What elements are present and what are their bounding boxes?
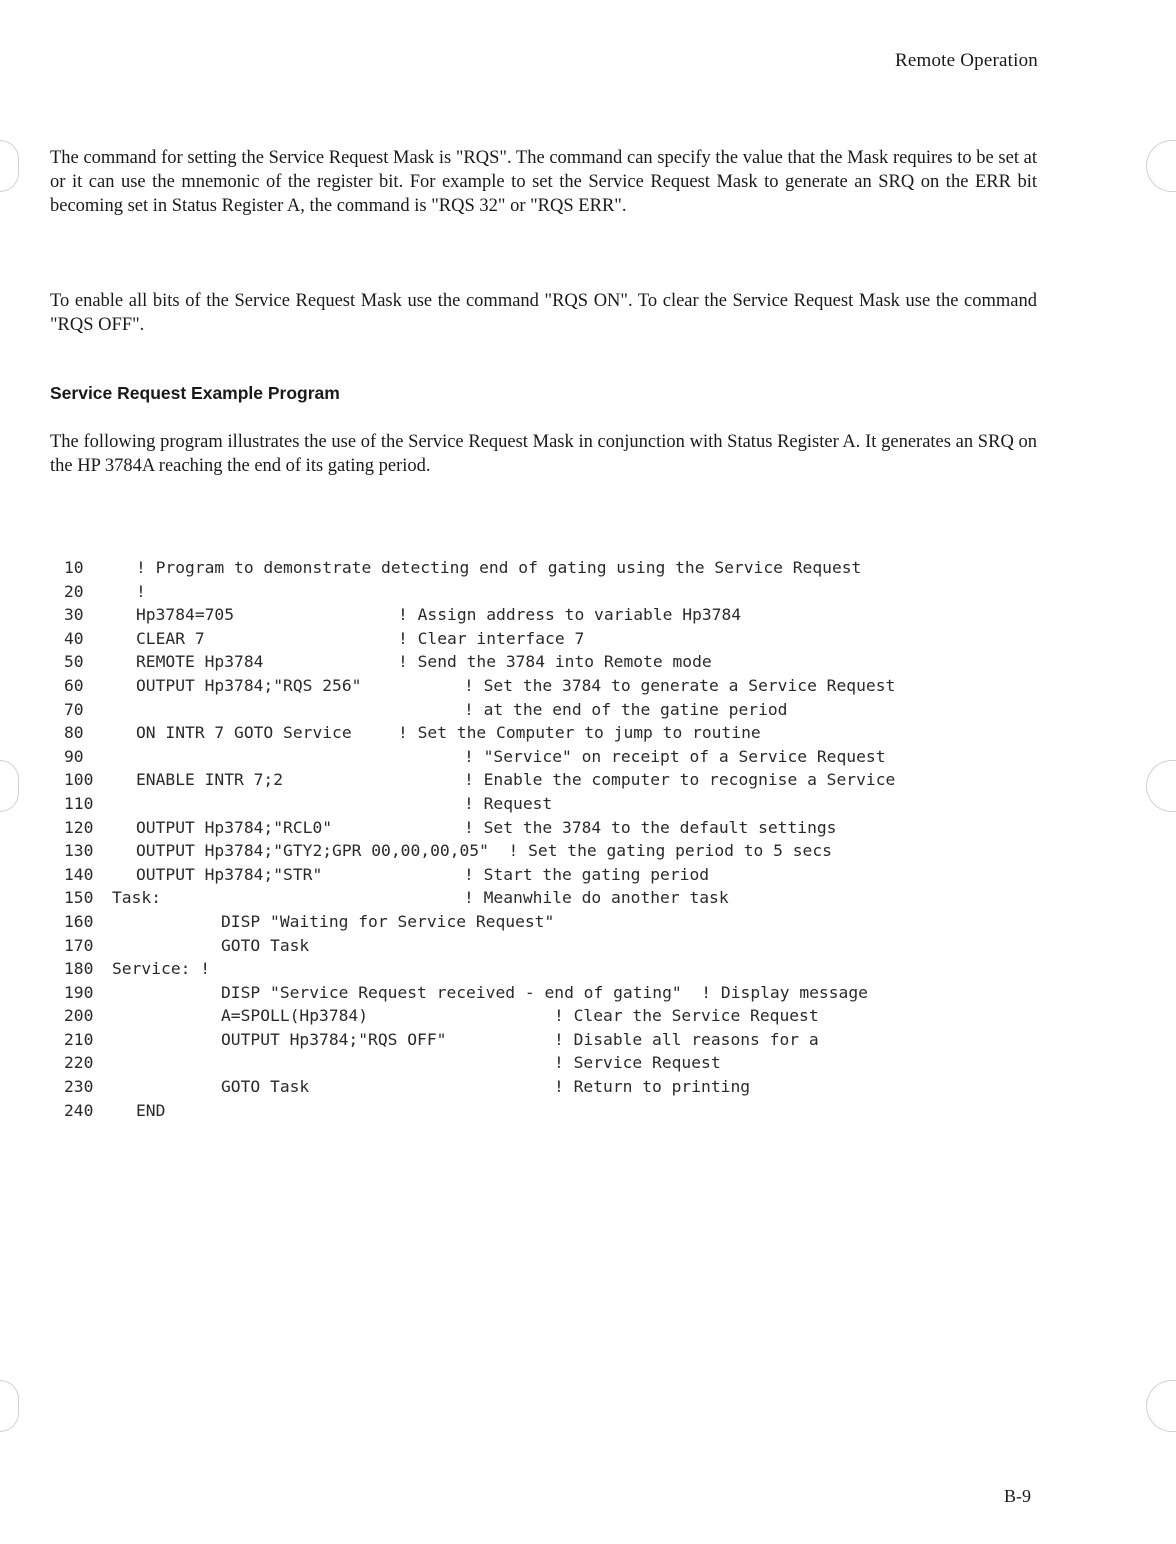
code-statement: END [136, 1100, 166, 1120]
line-number: 220 [64, 1053, 94, 1073]
code-statement: DISP "Waiting for Service Request" [221, 911, 555, 931]
line-number: 120 [64, 817, 94, 837]
code-statement: Task: [112, 888, 162, 908]
line-number: 200 [64, 1006, 94, 1026]
binding-hole-mark [1146, 140, 1176, 192]
line-number: 20 [64, 581, 84, 601]
code-comment: ! Request [464, 793, 553, 813]
line-number: 90 [64, 746, 84, 766]
code-comment: ! Start the gating period [464, 864, 710, 884]
line-number: 210 [64, 1029, 94, 1049]
code-comment: ! Enable the computer to recognise a Service [464, 770, 896, 790]
line-number: 240 [64, 1100, 94, 1120]
code-comment: ! Disable all reasons for a [554, 1029, 819, 1049]
binding-hole-mark [0, 1380, 19, 1432]
code-statement: OUTPUT Hp3784;"RQS OFF" [221, 1029, 447, 1049]
line-number: 60 [64, 675, 84, 695]
line-number: 70 [64, 699, 84, 719]
code-comment: ! Send the 3784 into Remote mode [398, 652, 712, 672]
line-number: 150 [64, 888, 94, 908]
code-statement: A=SPOLL(Hp3784) [221, 1006, 369, 1026]
code-comment: ! Clear the Service Request [554, 1006, 819, 1026]
code-statement: ON INTR 7 GOTO Service [136, 723, 352, 743]
code-statement: OUTPUT Hp3784;"RCL0" [136, 817, 333, 837]
code-statement: OUTPUT Hp3784;"STR" [136, 864, 323, 884]
code-statement: REMOTE Hp3784 [136, 652, 264, 672]
binding-hole-mark [0, 760, 19, 812]
code-comment: ! Service Request [554, 1053, 721, 1073]
binding-hole-mark [1146, 760, 1176, 812]
code-comment: ! Return to printing [554, 1077, 751, 1097]
line-number: 80 [64, 723, 84, 743]
line-number: 30 [64, 605, 84, 625]
line-number: 130 [64, 841, 94, 861]
line-number: 190 [64, 982, 94, 1002]
code-statement: ! [136, 581, 146, 601]
line-number: 110 [64, 793, 94, 813]
code-statement: GOTO Task [221, 935, 310, 955]
line-number: 50 [64, 652, 84, 672]
code-statement: GOTO Task [221, 1077, 310, 1097]
code-comment: ! Meanwhile do another task [464, 888, 729, 908]
code-statement: OUTPUT Hp3784;"GTY2;GPR 00,00,00,05" ! Set the gating period to 5 secs [136, 841, 832, 861]
code-statement: Hp3784=705 [136, 605, 235, 625]
code-statement: CLEAR 7 [136, 628, 205, 648]
line-number: 10 [64, 558, 84, 577]
line-number: 140 [64, 864, 94, 884]
line-number: 160 [64, 911, 94, 931]
code-statement: DISP "Service Request received - end of gating" ! Display message [221, 982, 868, 1002]
line-number: 180 [64, 959, 94, 979]
line-number: 100 [64, 770, 94, 790]
line-number: 230 [64, 1077, 94, 1097]
code-statement: ENABLE INTR 7;2 [136, 770, 284, 790]
code-comment: ! at the end of the gatine period [464, 699, 788, 719]
code-comment: ! Assign address to variable Hp3784 [398, 605, 742, 625]
code-comment: ! Set the 3784 to the default settings [464, 817, 837, 837]
line-number: 170 [64, 935, 94, 955]
code-comment: ! "Service" on receipt of a Service Request [464, 746, 886, 766]
code-comment: ! Clear interface 7 [398, 628, 585, 648]
section-heading: Service Request Example Program [50, 383, 340, 403]
code-statement: OUTPUT Hp3784;"RQS 256" [136, 675, 362, 695]
line-number: 40 [64, 628, 84, 648]
code-comment: ! Set the Computer to jump to routine [398, 723, 761, 743]
code-comment: ! Set the 3784 to generate a Service Request [464, 675, 896, 695]
code-statement: Service: ! [112, 959, 211, 979]
paragraph-program-intro: The following program illustrates the use of the Service Request Mask in conjunction with Status Register A. It generates an SRQ on the HP 3784A reaching the end of its gating period. [50, 432, 1037, 476]
page-number: B-9 [1004, 1486, 1031, 1506]
binding-hole-mark [1146, 1380, 1176, 1432]
binding-hole-mark [0, 140, 19, 192]
code-statement: ! Program to demonstrate detecting end of gating using the Service Request [136, 558, 862, 577]
running-header: Remote Operation [894, 50, 1038, 71]
paragraph-rqs-on-off: To enable all bits of the Service Request Mask use the command "RQS ON". To clear the Service Request Mask use the command "RQS OFF". [50, 291, 1037, 335]
paragraph-rqs-command: The command for setting the Service Request Mask is "RQS". The command can specify the value that the Mask requires to be set at or it can use the mnemonic of the register bit. For example to set the Service Request Mask to generate an SRQ on the ERR bit becoming set in Status Register A, the command is "RQS 32" or "RQS ERR". [50, 148, 1037, 216]
